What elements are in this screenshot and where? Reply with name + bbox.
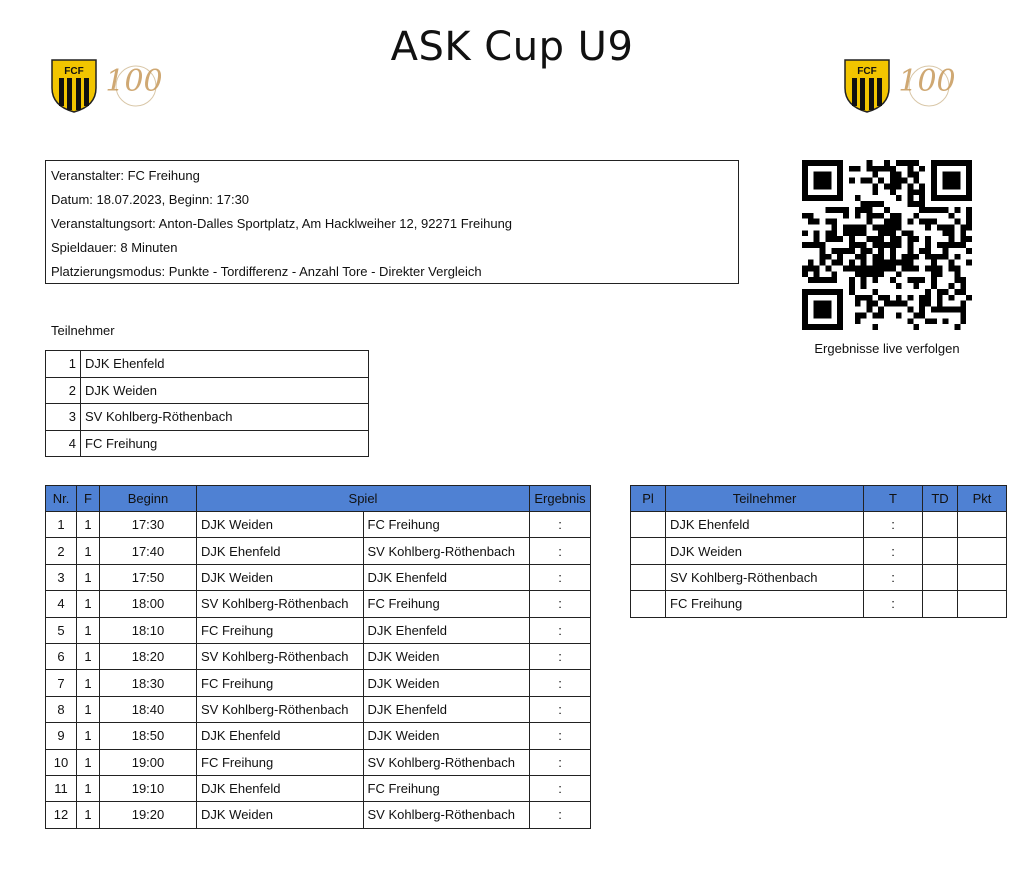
field-number: 1 — [77, 643, 100, 669]
field-number: 1 — [77, 617, 100, 643]
away-team: SV Kohlberg-Röthenbach — [363, 802, 530, 828]
club-shield-icon — [843, 58, 891, 114]
table-row — [631, 564, 1007, 590]
match-number: 9 — [46, 723, 77, 749]
club-shield-text: FCF — [64, 66, 84, 77]
points — [958, 591, 1007, 617]
result-cell[interactable]: : — [530, 775, 591, 801]
field-number: 1 — [77, 538, 100, 564]
place — [631, 512, 666, 538]
start-time: 18:50 — [100, 723, 197, 749]
start-time: 19:00 — [100, 749, 197, 775]
table-row — [46, 512, 591, 538]
away-team: DJK Ehenfeld — [363, 696, 530, 722]
field-number: 1 — [77, 749, 100, 775]
team-name: DJK Weiden — [666, 538, 864, 564]
participant-number: 1 — [46, 351, 81, 378]
result-cell[interactable]: : — [530, 749, 591, 775]
header-match: Spiel — [197, 486, 530, 512]
participants-table — [45, 350, 369, 457]
table-row — [46, 591, 591, 617]
table-row — [46, 749, 591, 775]
header-start: Beginn — [100, 486, 197, 512]
header-place: Pl — [631, 486, 666, 512]
result-cell[interactable]: : — [530, 696, 591, 722]
table-row — [631, 512, 1007, 538]
home-team: DJK Ehenfeld — [197, 723, 364, 749]
match-number: 2 — [46, 538, 77, 564]
start-time: 19:20 — [100, 802, 197, 828]
points — [958, 538, 1007, 564]
field-number: 1 — [77, 591, 100, 617]
away-team: FC Freihung — [363, 512, 530, 538]
participant-number: 2 — [46, 377, 81, 404]
table-row — [46, 723, 591, 749]
table-row — [631, 538, 1007, 564]
goals: : — [864, 512, 923, 538]
result-cell[interactable]: : — [530, 538, 591, 564]
goals: : — [864, 564, 923, 590]
home-team: SV Kohlberg-Röthenbach — [197, 643, 364, 669]
header-goal-diff: TD — [923, 486, 958, 512]
club-shield-text: FCF — [857, 66, 877, 77]
field-number: 1 — [77, 512, 100, 538]
standings-table — [630, 485, 1007, 618]
participants-label: Teilnehmer — [51, 323, 115, 338]
field-number: 1 — [77, 723, 100, 749]
home-team: FC Freihung — [197, 749, 364, 775]
points — [958, 564, 1007, 590]
participant-name: DJK Weiden — [81, 377, 369, 404]
result-cell[interactable]: : — [530, 512, 591, 538]
table-row — [46, 351, 369, 378]
qr-caption: Ergebnisse live verfolgen — [814, 341, 960, 356]
table-row — [46, 538, 591, 564]
team-name: DJK Ehenfeld — [666, 512, 864, 538]
anniversary-logo — [102, 60, 166, 114]
participant-name: SV Kohlberg-Röthenbach — [81, 404, 369, 431]
start-time: 18:00 — [100, 591, 197, 617]
match-number: 7 — [46, 670, 77, 696]
goal-diff — [923, 591, 958, 617]
goal-diff — [923, 538, 958, 564]
header-team: Teilnehmer — [666, 486, 864, 512]
goals: : — [864, 591, 923, 617]
qr-code-icon[interactable] — [802, 160, 972, 330]
schedule-table — [45, 485, 591, 829]
away-team: DJK Weiden — [363, 723, 530, 749]
participant-number: 4 — [46, 430, 81, 457]
home-team: DJK Weiden — [197, 564, 364, 590]
standings-header-row — [631, 486, 1007, 512]
home-team: SV Kohlberg-Röthenbach — [197, 591, 364, 617]
home-team: DJK Weiden — [197, 512, 364, 538]
result-cell[interactable]: : — [530, 564, 591, 590]
start-time: 17:40 — [100, 538, 197, 564]
table-row — [46, 775, 591, 801]
away-team: FC Freihung — [363, 591, 530, 617]
match-number: 8 — [46, 696, 77, 722]
match-number: 6 — [46, 643, 77, 669]
field-number: 1 — [77, 696, 100, 722]
away-team: DJK Weiden — [363, 670, 530, 696]
header-goals: T — [864, 486, 923, 512]
start-time: 17:50 — [100, 564, 197, 590]
match-number: 12 — [46, 802, 77, 828]
table-row — [46, 802, 591, 828]
field-number: 1 — [77, 802, 100, 828]
team-name: FC Freihung — [666, 591, 864, 617]
info-ranking-mode: Platzierungsmodus: Punkte - Tordifferenz - Anzahl Tore - Direkter Vergleich — [51, 264, 482, 279]
start-time: 18:20 — [100, 643, 197, 669]
away-team: SV Kohlberg-Röthenbach — [363, 749, 530, 775]
result-cell[interactable]: : — [530, 802, 591, 828]
info-date: Datum: 18.07.2023, Beginn: 17:30 — [51, 192, 250, 207]
participant-name: DJK Ehenfeld — [81, 351, 369, 378]
info-duration: Spieldauer: 8 Minuten — [51, 240, 178, 255]
goals: : — [864, 538, 923, 564]
anniversary-number: 100 — [898, 64, 956, 99]
points — [958, 512, 1007, 538]
event-info-box — [45, 160, 739, 284]
club-logo-left — [50, 58, 170, 118]
start-time: 17:30 — [100, 512, 197, 538]
participant-number: 3 — [46, 404, 81, 431]
match-number: 5 — [46, 617, 77, 643]
match-number: 10 — [46, 749, 77, 775]
team-name: SV Kohlberg-Röthenbach — [666, 564, 864, 590]
table-row — [46, 643, 591, 669]
result-cell[interactable]: : — [530, 591, 591, 617]
header-field: F — [77, 486, 100, 512]
club-shield-icon — [50, 58, 98, 114]
table-row — [46, 670, 591, 696]
header-nr: Nr. — [46, 486, 77, 512]
table-row — [46, 617, 591, 643]
home-team: FC Freihung — [197, 617, 364, 643]
result-cell[interactable]: : — [530, 723, 591, 749]
place — [631, 591, 666, 617]
start-time: 18:10 — [100, 617, 197, 643]
page-title: ASK Cup U9 — [390, 24, 634, 70]
result-cell[interactable]: : — [530, 617, 591, 643]
home-team: DJK Ehenfeld — [197, 538, 364, 564]
away-team: DJK Ehenfeld — [363, 564, 530, 590]
match-number: 4 — [46, 591, 77, 617]
away-team: DJK Ehenfeld — [363, 617, 530, 643]
participant-name: FC Freihung — [81, 430, 369, 457]
home-team: SV Kohlberg-Röthenbach — [197, 696, 364, 722]
start-time: 18:30 — [100, 670, 197, 696]
match-number: 11 — [46, 775, 77, 801]
field-number: 1 — [77, 775, 100, 801]
match-number: 1 — [46, 512, 77, 538]
place — [631, 564, 666, 590]
table-row — [46, 696, 591, 722]
start-time: 19:10 — [100, 775, 197, 801]
field-number: 1 — [77, 670, 100, 696]
table-row — [46, 430, 369, 457]
place — [631, 538, 666, 564]
table-row — [46, 564, 591, 590]
header-points: Pkt — [958, 486, 1007, 512]
table-row — [631, 591, 1007, 617]
field-number: 1 — [77, 564, 100, 590]
club-logo-right — [843, 58, 963, 118]
start-time: 18:40 — [100, 696, 197, 722]
header-result: Ergebnis — [530, 486, 591, 512]
away-team: FC Freihung — [363, 775, 530, 801]
info-organizer: Veranstalter: FC Freihung — [51, 168, 200, 183]
away-team: SV Kohlberg-Röthenbach — [363, 538, 530, 564]
away-team: DJK Weiden — [363, 643, 530, 669]
match-number: 3 — [46, 564, 77, 590]
goal-diff — [923, 564, 958, 590]
table-row — [46, 404, 369, 431]
anniversary-number: 100 — [105, 64, 163, 99]
goal-diff — [923, 512, 958, 538]
anniversary-logo — [895, 60, 959, 114]
home-team: DJK Weiden — [197, 802, 364, 828]
home-team: FC Freihung — [197, 670, 364, 696]
result-cell[interactable]: : — [530, 670, 591, 696]
info-venue: Veranstaltungsort: Anton-Dalles Sportplatz, Am Hacklweiher 12, 92271 Freihung — [51, 216, 513, 231]
result-cell[interactable]: : — [530, 643, 591, 669]
home-team: DJK Ehenfeld — [197, 775, 364, 801]
table-row — [46, 377, 369, 404]
schedule-header-row — [46, 486, 591, 512]
